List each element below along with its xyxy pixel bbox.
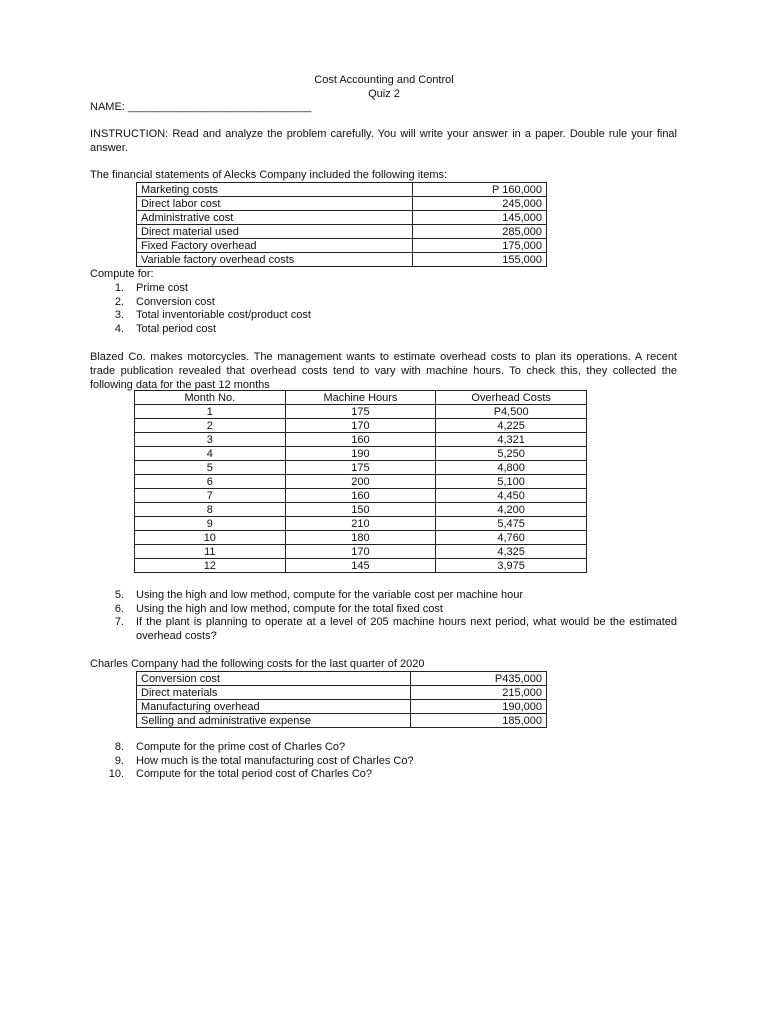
cost-amount: 190,000 xyxy=(411,700,547,714)
section2-question-list xyxy=(90,589,677,644)
table-row xyxy=(137,700,547,714)
question-number: 6. xyxy=(114,602,124,615)
cost-amount: 175,000 xyxy=(413,239,547,253)
overhead-cell: 5,250 xyxy=(436,447,587,461)
question-number: 9. xyxy=(114,754,124,767)
cost-item: Direct labor cost xyxy=(137,197,413,211)
overhead-cell: 4,225 xyxy=(436,419,587,433)
question-number: 1. xyxy=(114,282,124,294)
month-cell: 1 xyxy=(135,405,286,419)
overhead-cell: P4,500 xyxy=(436,405,587,419)
instruction-text: INSTRUCTION: Read and analyze the problem carefully. You will write your answer in a paper. Double rule your final answer. xyxy=(90,128,677,154)
question-text: Compute for the total period cost of Charles Co? xyxy=(136,768,373,781)
cost-item: Selling and administrative expense xyxy=(137,714,411,728)
cost-item: Variable factory overhead costs xyxy=(137,253,413,267)
table-row xyxy=(137,225,547,239)
question-text: If the plant is planning to operate at a level of 205 machine hours next period, what would be the estimated overhead costs? xyxy=(136,616,677,643)
question-text: Prime cost xyxy=(136,282,188,294)
section1-intro: The financial statements of Alecks Company included the following items: xyxy=(90,169,448,181)
table-row xyxy=(135,503,587,517)
hours-cell: 175 xyxy=(285,461,436,475)
cost-amount: 145,000 xyxy=(413,211,547,225)
cost-amount: 215,000 xyxy=(411,686,547,700)
column-header: Machine Hours xyxy=(285,391,436,405)
cost-item: Direct material used xyxy=(137,225,413,239)
cost-item: Marketing costs xyxy=(137,183,413,197)
overhead-cell: 4,800 xyxy=(436,461,587,475)
month-cell: 11 xyxy=(135,545,286,559)
overhead-cell: 4,325 xyxy=(436,545,587,559)
table-row xyxy=(135,531,587,545)
cost-amount: P 160,000 xyxy=(413,183,547,197)
table-row xyxy=(135,461,587,475)
table-row xyxy=(135,559,587,573)
table-row xyxy=(135,517,587,531)
hours-cell: 170 xyxy=(285,545,436,559)
overhead-cell: 4,760 xyxy=(436,531,587,545)
list-item xyxy=(90,755,414,769)
question-number: 2. xyxy=(114,295,124,308)
cost-amount: 155,000 xyxy=(413,253,547,267)
cost-item: Administrative cost xyxy=(137,211,413,225)
list-item xyxy=(90,741,414,755)
question-text: Conversion cost xyxy=(136,295,215,308)
table-row xyxy=(135,545,587,559)
table-row xyxy=(137,211,547,225)
question-number: 4. xyxy=(114,323,124,336)
cost-amount: 185,000 xyxy=(411,714,547,728)
month-cell: 10 xyxy=(135,531,286,545)
overhead-cell: 4,321 xyxy=(436,433,587,447)
list-item xyxy=(90,589,677,603)
table-row xyxy=(137,197,547,211)
month-cell: 6 xyxy=(135,475,286,489)
cost-amount: P435,000 xyxy=(411,672,547,686)
hours-cell: 175 xyxy=(285,405,436,419)
section2-intro: Blazed Co. makes motorcycles. The management wants to estimate overhead costs to plan its operations. A recent trade publication revealed that overhead costs tend to vary with machine hours. To check this, they collected the following data for the past 12 months xyxy=(90,351,677,391)
question-number: 10. xyxy=(108,768,124,781)
name-field-label: NAME: ______________________________ xyxy=(90,101,312,113)
table-row xyxy=(135,447,587,461)
list-item xyxy=(90,616,677,643)
cost-item: Manufacturing overhead xyxy=(137,700,411,714)
column-header: Overhead Costs xyxy=(436,391,587,405)
question-text: Using the high and low method, compute for the variable cost per machine hour xyxy=(136,589,524,601)
overhead-cell: 4,450 xyxy=(436,489,587,503)
cost-item: Fixed Factory overhead xyxy=(137,239,413,253)
list-item xyxy=(90,603,677,617)
month-cell: 3 xyxy=(135,433,286,447)
question-text: Total period cost xyxy=(136,323,217,336)
question-text: Compute for the prime cost of Charles Co? xyxy=(136,741,346,753)
machine-hours-table xyxy=(134,390,587,573)
hours-cell: 160 xyxy=(285,433,436,447)
month-cell: 2 xyxy=(135,419,286,433)
table-row xyxy=(137,672,547,686)
section3-question-list xyxy=(90,741,414,782)
question-text: Total inventoriable cost/product cost xyxy=(136,309,311,322)
hours-cell: 210 xyxy=(285,517,436,531)
cost-item: Conversion cost xyxy=(137,672,411,686)
month-cell: 4 xyxy=(135,447,286,461)
question-number: 7. xyxy=(114,616,124,629)
table-row xyxy=(135,405,587,419)
table-row xyxy=(137,253,547,267)
month-cell: 7 xyxy=(135,489,286,503)
hours-cell: 190 xyxy=(285,447,436,461)
table-row xyxy=(137,239,547,253)
table-row xyxy=(135,419,587,433)
hours-cell: 150 xyxy=(285,503,436,517)
list-item xyxy=(90,296,311,310)
hours-cell: 160 xyxy=(285,489,436,503)
section1-question-list xyxy=(90,282,311,337)
compute-for-label: Compute for: xyxy=(90,268,154,280)
section3-intro: Charles Company had the following costs for the last quarter of 2020 xyxy=(90,658,425,670)
month-cell: 9 xyxy=(135,517,286,531)
list-item xyxy=(90,309,311,323)
alecks-cost-table xyxy=(136,182,547,267)
table-row xyxy=(135,489,587,503)
question-text: How much is the total manufacturing cost of Charles Co? xyxy=(136,754,414,767)
cost-amount: 245,000 xyxy=(413,197,547,211)
question-number: 5. xyxy=(114,589,124,601)
overhead-cell: 4,200 xyxy=(436,503,587,517)
month-cell: 12 xyxy=(135,559,286,573)
table-row xyxy=(137,183,547,197)
hours-cell: 145 xyxy=(285,559,436,573)
table-row xyxy=(135,433,587,447)
charles-cost-table xyxy=(136,671,547,728)
list-item xyxy=(90,323,311,337)
month-cell: 8 xyxy=(135,503,286,517)
hours-cell: 180 xyxy=(285,531,436,545)
table-header-row xyxy=(135,391,587,405)
table-row xyxy=(137,686,547,700)
hours-cell: 200 xyxy=(285,475,436,489)
overhead-cell: 5,475 xyxy=(436,517,587,531)
document-subtitle: Quiz 2 xyxy=(368,88,400,100)
table-row xyxy=(135,475,587,489)
question-number: 3. xyxy=(114,309,124,322)
overhead-cell: 3,975 xyxy=(436,559,587,573)
document-title: Cost Accounting and Control xyxy=(314,74,454,86)
cost-amount: 285,000 xyxy=(413,225,547,239)
column-header: Month No. xyxy=(135,391,286,405)
table-row xyxy=(137,714,547,728)
question-text: Using the high and low method, compute for the total fixed cost xyxy=(136,602,443,615)
list-item xyxy=(90,768,414,782)
cost-item: Direct materials xyxy=(137,686,411,700)
month-cell: 5 xyxy=(135,461,286,475)
question-number: 8. xyxy=(114,741,124,753)
list-item xyxy=(90,282,311,296)
overhead-cell: 5,100 xyxy=(436,475,587,489)
hours-cell: 170 xyxy=(285,419,436,433)
